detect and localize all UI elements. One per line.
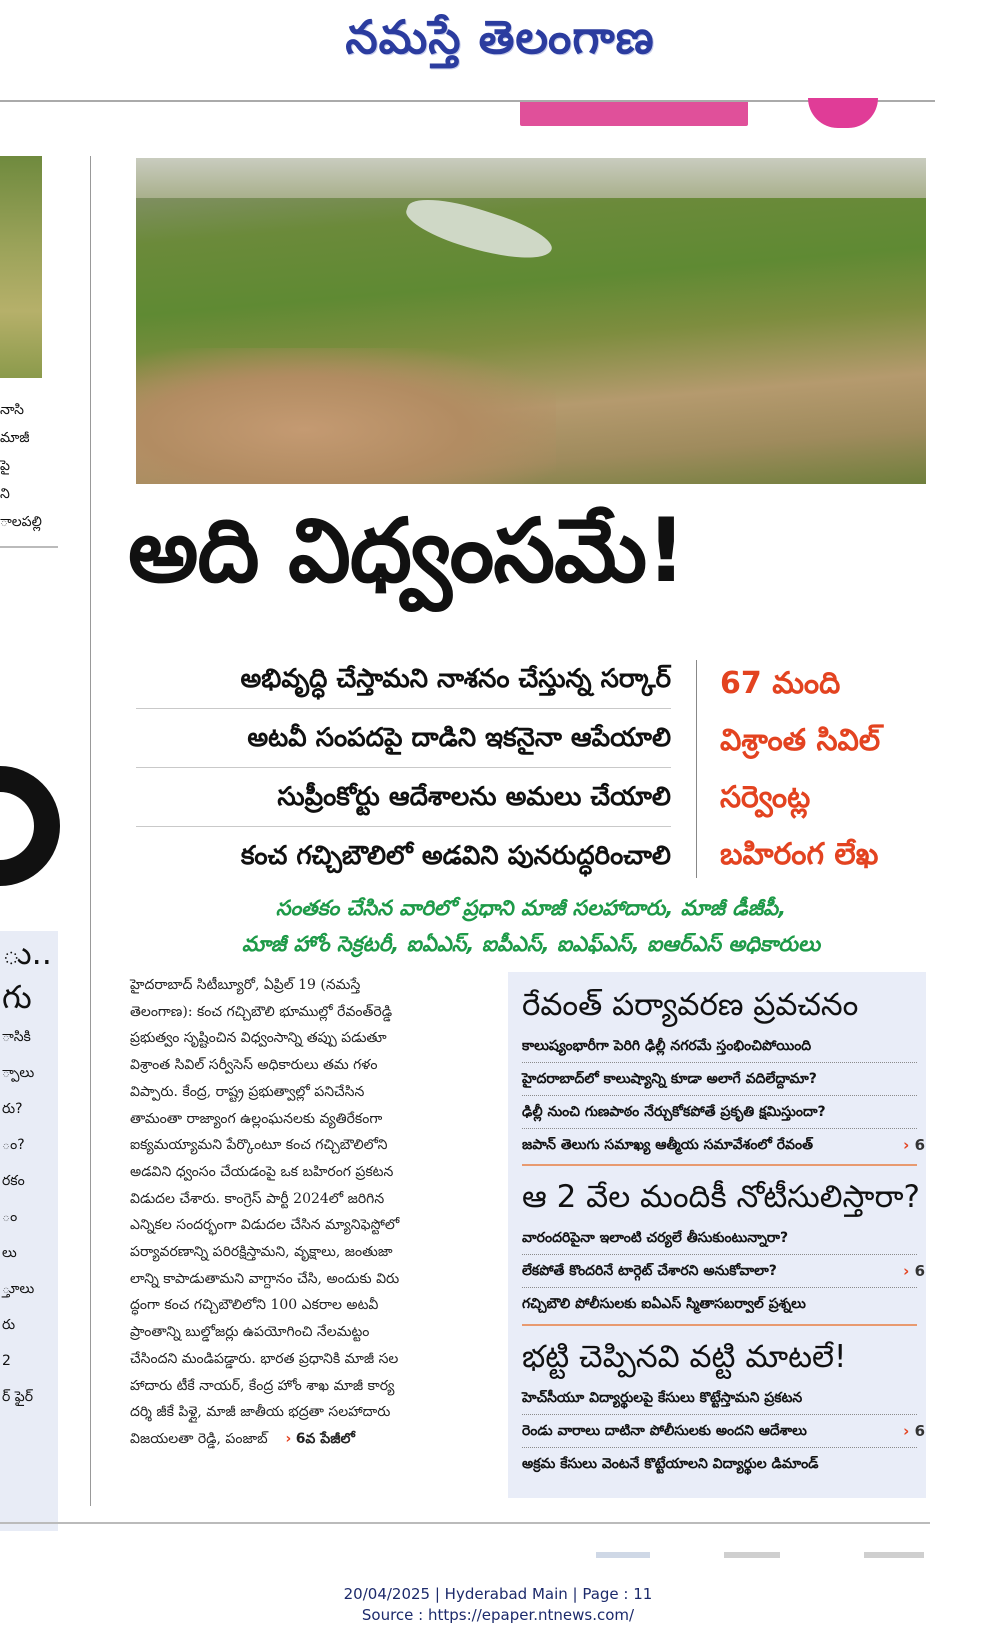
- left-photo: [0, 156, 42, 378]
- body-line: చేసిందని మండిపడ్డారు. భారత ప్రధానికి మాజీ సల: [130, 1350, 399, 1367]
- page-footer: [0, 1584, 996, 1626]
- story-item: జపాన్ తెలుగు సమాఖ్య ఆత్మీయ సమావేశంలో రేవంత్: [522, 1137, 813, 1153]
- subheadline: అటవీ సంపదపై దాడిని ఇకనైనా ఆపేయాలి: [136, 709, 671, 768]
- strip-block: [596, 1552, 650, 1558]
- subheadlines: [136, 650, 671, 885]
- subheadline: అభివృద్ధి చేస్తామని నాశనం చేస్తున్న సర్కార్: [136, 650, 671, 709]
- body-line: విజయలతా రెడ్డి, పంజాబ్: [130, 1430, 268, 1447]
- left-box-line: ాసికి: [2, 1029, 31, 1045]
- ad-badge: [808, 98, 878, 128]
- left-box-line: లు: [2, 1245, 17, 1261]
- page-number: 6: [914, 1422, 925, 1440]
- signatories-caption: [136, 890, 926, 962]
- body-line: ఐక్యమయ్యామని పేర్కొంటూ కంచ గచ్చిబౌలిలోని: [130, 1137, 388, 1154]
- body-line: లాన్ని కాపాడుతామని వాగ్దానం చేసి, అందుకు విరు: [130, 1270, 400, 1287]
- story-item: గచ్చిబౌలి పోలీసులకు ఐఏఎస్ స్మితాసబర్వాల్ ప్రశ్నలు: [522, 1296, 806, 1312]
- body-line: అడవిని ధ్వంసం చేయడంపై ఒక బహిరంగ ప్రకటన: [130, 1163, 394, 1180]
- left-box-line: రకం: [2, 1173, 25, 1189]
- highlight-line: విశ్రాంత సివిల్: [720, 723, 881, 758]
- story-section: [522, 1172, 925, 1320]
- left-snippets: [0, 396, 42, 536]
- left-snippet: ాలపల్లి: [0, 514, 42, 530]
- highlight-line: బహిరంగ లేఖ: [720, 837, 879, 872]
- column-divider: [90, 156, 91, 1506]
- body-line: ప్రభుత్వం సృష్టించిన విధ్వంసాన్ని తప్పు పడుతూ: [130, 1030, 387, 1047]
- newspaper-logo: నమస్తే తెలంగాణ: [345, 10, 655, 64]
- body-line: హైదరాబాద్ సిటీబ్యూరో, ఏప్రిల్ 19 (నమస్తే: [130, 977, 361, 993]
- body-line: ఎన్నికల సందర్భంగా విడుదల చేసిన మ్యానిఫెస్టోలో: [130, 1217, 400, 1234]
- story-item: కాలుష్యంభారీగా పెరిగి ఢిల్లీ నగరమే స్తంభించిపోయింది: [522, 1030, 917, 1063]
- story-item: లేకపోతే కొందరినే టార్గెట్ చేశారని అనుకోవాలా?: [522, 1263, 777, 1279]
- left-snippet: మాజీ: [0, 430, 30, 446]
- section-divider: [522, 1164, 917, 1166]
- vertical-divider: [696, 660, 697, 878]
- story-item: అక్రమ కేసులు వెంటనే కొట్టేయాలని విద్యార్థుల డిమాండ్: [522, 1456, 819, 1472]
- story-heading[interactable]: భట్టి చెప్పినవి వట్టి మాటలే!: [522, 1339, 847, 1375]
- continue-arrow-icon: ›: [285, 1430, 292, 1447]
- main-headline: అది విధ్వంసమే!: [128, 499, 686, 602]
- left-box-line: ం: [2, 1209, 18, 1225]
- page-number: 6: [914, 1136, 925, 1154]
- story-item-with-page: [522, 1129, 925, 1161]
- left-box-line: ం?: [2, 1137, 25, 1153]
- body-line: ద్ధంగా కంచ గచ్చిబౌలిలోని 100 ఎకరాల అటవీ: [130, 1297, 379, 1314]
- page-ref[interactable]: › 6: [903, 1422, 925, 1440]
- page-ref[interactable]: › 6: [903, 1136, 925, 1154]
- body-line: విడుదల చేశారు. కాంగ్రెస్ పార్టీ 2024లో జరిగిన: [130, 1190, 385, 1207]
- photo-cleared-land: [136, 348, 556, 484]
- body-line: విప్పారు. కేంద్ర, రాష్ట్ర ప్రభుత్వాల్లో పనిచేసిన: [130, 1083, 365, 1100]
- edition-info: 20/04/2025 | Hyderabad Main | Page : 11: [343, 1585, 653, 1603]
- body-line: తామంతా రాజ్యాంగ ఉల్లంఘనలకు వ్యతిరేకంగా: [130, 1110, 383, 1127]
- masthead: [0, 0, 996, 90]
- left-info-box: [0, 931, 58, 1531]
- caption-line: మాజీ హోం సెక్రటరీ, ఐఏఎస్, ఐపీఎస్, ఐఎఫ్ఎస్, ఐఆర్ఎస్ అధికారులు: [241, 932, 821, 956]
- story-heading[interactable]: రేవంత్ పర్యావరణ ప్రవచనం: [522, 987, 859, 1023]
- page-ref[interactable]: › 6: [903, 1262, 925, 1280]
- caption-line: సంతకం చేసిన వారిలో ప్రధాని మాజీ సలహాదారు, మాజీ డీజీపీ,: [275, 896, 787, 920]
- bottom-divider: [0, 1522, 930, 1524]
- subheadline: కంచ గచ్చిబౌలిలో అడవిని పునరుద్ధరించాలి: [240, 841, 671, 871]
- story-item-with-page: [522, 1415, 925, 1448]
- left-box-line: ్పాలు: [2, 1065, 35, 1081]
- story-section: [522, 980, 925, 1161]
- body-line: దర్శి జీకే పిళ్లై, మాజీ జాతీయ భద్రతా సలహాదారు: [130, 1404, 391, 1421]
- story-section: [522, 1332, 925, 1480]
- left-column: [0, 156, 60, 1506]
- strip-block: [724, 1552, 780, 1558]
- body-line: తెలంగాణ): కంచ గచ్చిబౌలి భూముల్లో రేవంత్‌రెడ్డి: [130, 1003, 393, 1020]
- top-ad-strip: [0, 100, 935, 118]
- left-box-line: ర్ ఫైర్: [2, 1389, 34, 1405]
- left-box-line: 2: [2, 1353, 11, 1369]
- story-item: రెండు వారాలు దాటినా పోలీసులకు అందని ఆదేశాలు: [522, 1423, 807, 1439]
- related-stories-box: [508, 972, 926, 1498]
- body-line: హాదారు టీకే నాయర్, కేంద్ర హోం శాఖ మాజీ కార్య: [130, 1377, 395, 1394]
- strip-block: [864, 1552, 924, 1558]
- left-snippet: పై: [0, 458, 10, 474]
- left-box-heading: గు: [2, 978, 32, 1016]
- story-item: హెచ్‌సీయూ విద్యార్థులపై కేసులు కొట్టేస్తామని ప్రకటన: [522, 1382, 917, 1415]
- left-box-line: రు?: [2, 1101, 23, 1117]
- left-snippet: నాసి: [0, 402, 24, 418]
- aerial-forest-photo: [136, 158, 926, 484]
- left-box-line: రు: [2, 1317, 16, 1333]
- story-heading[interactable]: ఆ 2 వేల మందికీ నోటీసులిస్తారా?: [522, 1179, 920, 1215]
- highlight-line: 67 మంది: [720, 666, 841, 701]
- left-box-heading: ు..: [2, 934, 52, 972]
- left-snippet: ని: [0, 486, 10, 502]
- divider: [0, 546, 58, 548]
- subheadline: సుప్రీంకోర్టు ఆదేశాలను అమలు చేయాలి: [136, 768, 671, 827]
- body-line: విశ్రాంత సివిల్ సర్వీసెస్ అధికారులు తమ గళం: [130, 1057, 378, 1074]
- highlight-box: [720, 655, 930, 883]
- ad-banner: [520, 102, 748, 126]
- body-line: ప్రాంతాన్ని బుల్డోజర్లు ఉపయోగించి నేలమట్టం: [130, 1324, 370, 1341]
- page-number: 6: [914, 1262, 925, 1280]
- body-line: పర్యావరణాన్ని పరిరక్షిస్తామని, వృక్షాలు, జంతుజా: [130, 1244, 393, 1261]
- source-link[interactable]: Source : https://epaper.ntnews.com/: [361, 1606, 635, 1624]
- section-divider: [522, 1324, 917, 1326]
- story-item-with-page: [522, 1255, 925, 1288]
- continued-on-page[interactable]: 6వ పేజీలో: [295, 1430, 355, 1447]
- body-line-last: [130, 1426, 470, 1453]
- left-box-line: ్తూలు: [2, 1281, 35, 1297]
- article-body: [130, 972, 470, 1453]
- highlight-line: సర్వెంట్ల: [720, 780, 811, 815]
- bottom-strip: [0, 1552, 935, 1562]
- photo-lake: [401, 188, 556, 272]
- story-item: హైదరాబాద్‌లో కాలుష్యాన్ని కూడా అలాగే వదిలేద్దామా?: [522, 1063, 917, 1096]
- story-item: ఢిల్లీ నుంచి గుణపాఠం నేర్చుకోకపోతే ప్రకృతి క్షమిస్తుందా?: [522, 1096, 917, 1129]
- large-glyph-fragment: [0, 766, 60, 886]
- photo-city-band: [136, 158, 926, 198]
- story-item: వారందరిపైనా ఇలాంటి చర్యలే తీసుకుంటున్నారా?: [522, 1222, 917, 1255]
